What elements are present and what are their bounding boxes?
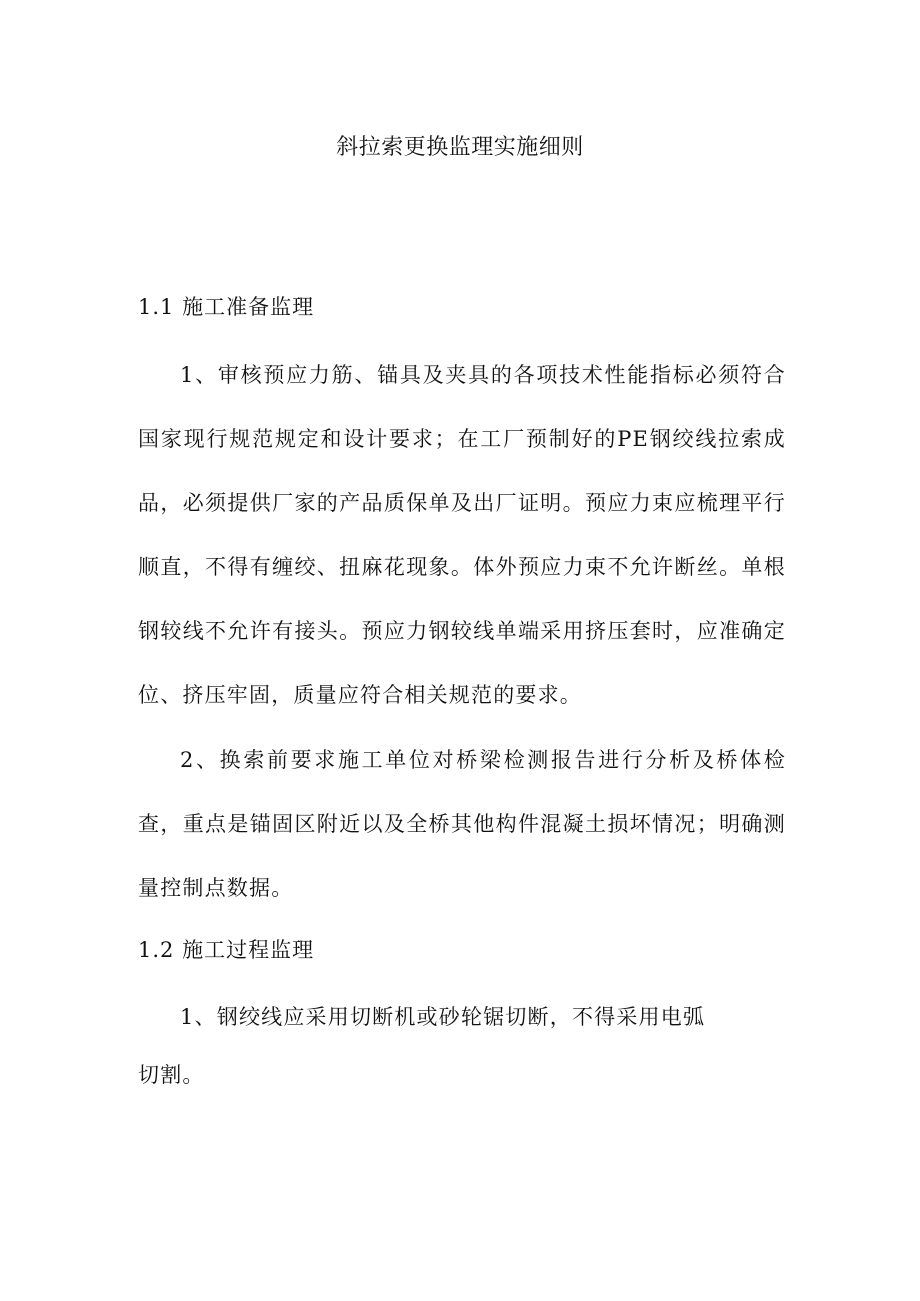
paragraph-cutting-method-continued: 切割。 [138, 1063, 205, 1087]
paragraph-review-materials: 1、审核预应力筋、锚具及夹具的各项技术性能指标必须符合国家现行规范规定和设计要求；在工厂预制好的PE钢绞线拉索成品，必须提供厂家的产品质保单及出厂证明。预应力束应梳理平行顺直，不得有缠绞、扭麻花现象。体外预应力束不允许断丝。单根钢较线不允许有接头。预应力钢较线单端采用挤压套时，应准确定位、挤压牢固，质量应符合相关规范的要求。 [138, 363, 786, 707]
paragraph-cutting-method: 1、钢绞线应采用切断机或砂轮锯切断，不得采用电弧 [180, 1005, 706, 1029]
paragraph-inspection-before-replacement: 2、换索前要求施工单位对桥梁检测报告进行分析及桥体检查，重点是锚固区附近以及全桥其他构件混凝土损坏情况；明确测量控制点数据。 [138, 748, 786, 900]
section-heading-1-2: 1.2 施工过程监理 [138, 938, 315, 962]
section-heading-1-1: 1.1 施工准备监理 [138, 295, 315, 319]
document-title: 斜拉索更换监理实施细则 [336, 135, 584, 160]
